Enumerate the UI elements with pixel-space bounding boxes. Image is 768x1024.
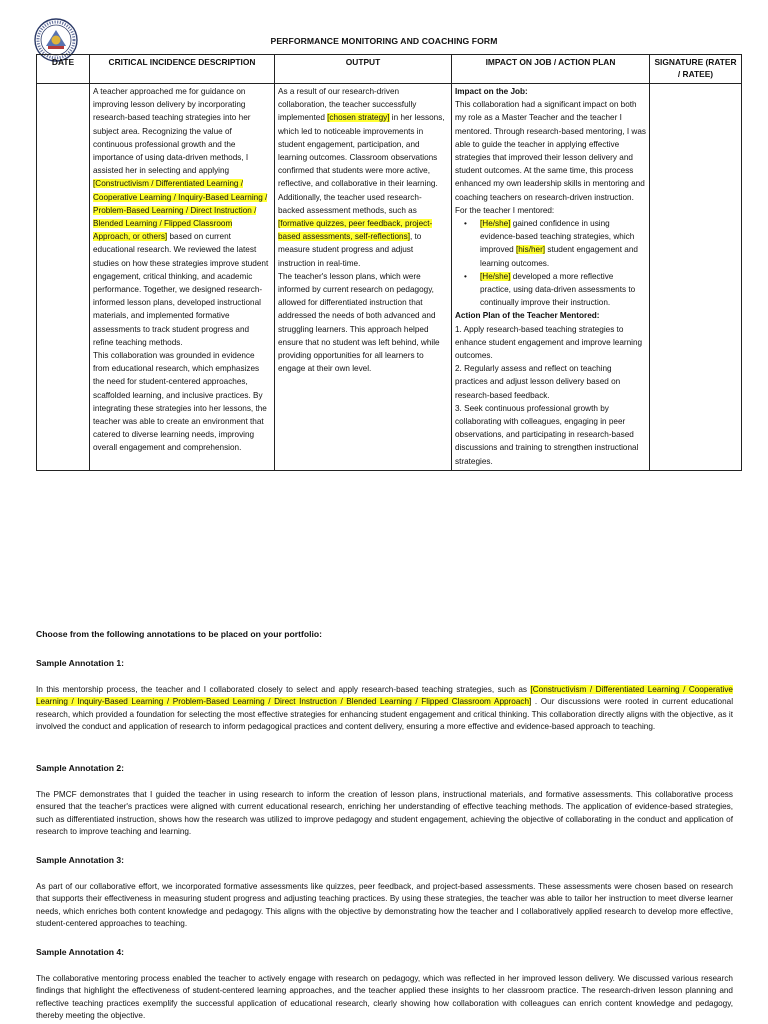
list-item <box>464 270 646 310</box>
description-text: This collaboration was grounded in evidence from educational research, which emphasizes the need for student-centered approaches, scaffolded learning, and inclusive practices. By integrating these strategies into her lessons, the teacher was able to create an environment that catered to diverse learning needs, improving overall engagement and comprehension. <box>93 351 267 453</box>
pronoun-highlight: [his/her] <box>515 245 546 255</box>
output-text: As a result of our research-driven collaboration, the teacher successfully implemented <box>278 87 417 123</box>
strategy-options-highlight: [Constructivism / Differentiated Learning / Cooperative Learning / Inquiry-Based Learning / Problem-Based Learning / Direct Instruction / Blended Learning / Flipped Classroom Approach] <box>36 685 733 707</box>
col-header-output: OUTPUT <box>275 55 452 84</box>
impact-heading: Impact on the Job: <box>455 87 528 96</box>
description-text: based on current educational research. We reviewed the latest studies on how these strategies improve student engagement, critical thinking, and academic performance. Together, we designed research-informed lesson plans, developed instructional materials, and implemented formative assessments to track student progress and refine teaching methods. <box>93 232 269 347</box>
impact-cell <box>452 84 650 471</box>
impact-paragraph: This collaboration had a significant impact on both my role as a Master Teacher and the teacher I mentored. Through research-based mentoring, I was able to guide the teacher in applying effective strategies that improved their lesson delivery and student outcomes. At the same time, this process enhanced my own leadership skills in mentoring and coaching teachers on research-driven instruction. <box>455 100 646 202</box>
annotation-1-heading: Sample Annotation 1: <box>36 658 125 668</box>
bullet-text: developed a more reflective practice, using data-driven assessments to continually improve their instruction. <box>480 271 636 308</box>
annotations-intro: Choose from the following annotations to be placed on your portfolio: <box>36 629 322 639</box>
signature-cell <box>650 84 742 471</box>
annotation-3-text: As part of our collaborative effort, we incorporated formative assessments like quizzes, peer feedback, and project-based assessments. These assessments were chosen based on research that supports their effectiveness in measuring student progress and adjusting teaching practices. By using these strategies, the teacher was able to tailor her instruction to meet diverse learner needs, which enriches both content knowledge and pedagogy. This aligns with the objective by demonstrating how the teacher and I collaboratively applied research to develop more effective, student-centered approaches to teaching. <box>36 882 733 928</box>
col-header-impact: IMPACT ON JOB / ACTION PLAN <box>452 55 650 84</box>
pronoun-highlight: [He/she] <box>480 271 511 281</box>
col-header-signature: SIGNATURE (RATER / RATEE) <box>650 55 742 84</box>
for-teacher-label: For the teacher I mentored: <box>455 205 555 215</box>
action-plan-heading: Action Plan of the Teacher Mentored: <box>455 311 600 321</box>
annotation-4-text: The collaborative mentoring process enabled the teacher to actively engage with research on pedagogy, which was reflected in her improved lesson delivery. We discussed various research findings that highlight the effectiveness of student-centered learning approaches, and the teacher applied these insights to her classroom practice. The research-driven lesson planning and reflective teaching practices exemplify the successful application of educational research, clearly showing how collaboration with colleagues can enrich content knowledge and pedagogy, thereby meeting the objective. <box>36 974 733 1020</box>
teacher-outcomes-list <box>455 217 646 309</box>
strategy-options-highlight: [Constructivism / Differentiated Learning / Cooperative Learning / Inquiry-Based Learning / Problem-Based Learning / Direct Instruction / Blended Learning / Flipped Classroom Approach, or others] <box>93 179 268 242</box>
bullet-text: student engagement and learning outcomes. <box>480 245 638 268</box>
output-text: , to measure student progress and adjust instruction in real-time. <box>278 232 422 268</box>
col-header-description: CRITICAL INCIDENCE DESCRIPTION <box>90 55 275 84</box>
annotation-text: In this mentorship process, the teacher and I collaborated closely to select and apply research-based teaching strategies, such as <box>36 685 531 694</box>
description-cell <box>90 84 275 471</box>
list-item <box>464 217 646 270</box>
col-header-date: DATE <box>37 55 90 84</box>
description-text: A teacher approached me for guidance on improving lesson delivery by incorporating research-based teaching strategies into her subject area. Recognizing the value of continuous professional growth and the importance of using data-driven methods, I assisted her in selecting and applying <box>93 87 251 176</box>
annotation-4-heading: Sample Annotation 4: <box>36 947 125 957</box>
pmcf-table <box>36 54 742 471</box>
date-cell <box>37 84 90 471</box>
output-cell <box>275 84 452 471</box>
chosen-strategy-highlight: [chosen strategy] <box>327 113 390 123</box>
table-row <box>37 84 742 471</box>
annotation-2-heading: Sample Annotation 2: <box>36 763 125 773</box>
annotation-1-text <box>36 684 733 733</box>
bullet-text: gained confidence in using evidence-based teaching strategies, which improved <box>480 219 635 255</box>
output-text: in her lessons, which led to noticeable improvements in student engagement, participation, and learning outcomes. Classroom observations confirmed that students were more active, reflective, and collaborative in their learning. Additionally, the teacher used research-backed assessment methods, such as <box>278 113 445 215</box>
annotation-3-heading: Sample Annotation 3: <box>36 855 125 865</box>
annotation-2-text: The PMCF demonstrates that I guided the teacher in using research to inform the creation of lesson plans, instructional materials, and formative assessments. This collaborative process ensured that the teacher's practices were aligned with current educational research, enriching her understanding of effective teaching methods. The application of evidence-based strategies, such as differentiated instruction, shows how the research was utilized to improve pedagogy and student engagement, achieving the objective of collaborating in the conduct and application of research to improve teaching and learning. <box>36 790 733 836</box>
action-item: 1. Apply research-based teaching strategies to enhance student engagement and improve learning outcomes. <box>455 324 643 361</box>
output-text: The teacher's lesson plans, which were informed by current research on pedagogy, allowed for differentiated instruction that addressed the needs of both advanced and struggling learners. This approach helped ensure that no student was left behind, while providing opportunities for all learners to engage at their own level. <box>278 271 440 374</box>
assessment-methods-highlight: [formative quizzes, peer feedback, project-based assessments, self-reflections] <box>278 219 433 242</box>
pronoun-highlight: [He/she] <box>480 219 511 229</box>
annotation-text: . Our discussions were rooted in current educational research, which provided a foundation for selecting the most effective strategies for enhancing student engagement and critical thinking. This collaboration directly aligns with the objective, as it involved the conduct and application of research to inform pedagogical practices and content delivery, ensuring a more effective and evidence-based approach to teaching. <box>36 697 734 731</box>
action-item: 2. Regularly assess and reflect on teaching practices and adjust lesson delivery based on research-based feedback. <box>455 364 621 400</box>
form-title: PERFORMANCE MONITORING AND COACHING FORM <box>270 36 498 46</box>
action-item: 3. Seek continuous professional growth by collaborating with colleagues, engaging in peer observations, and participating in research-based discussions and training to strengthen instructional strategies. <box>455 403 639 466</box>
